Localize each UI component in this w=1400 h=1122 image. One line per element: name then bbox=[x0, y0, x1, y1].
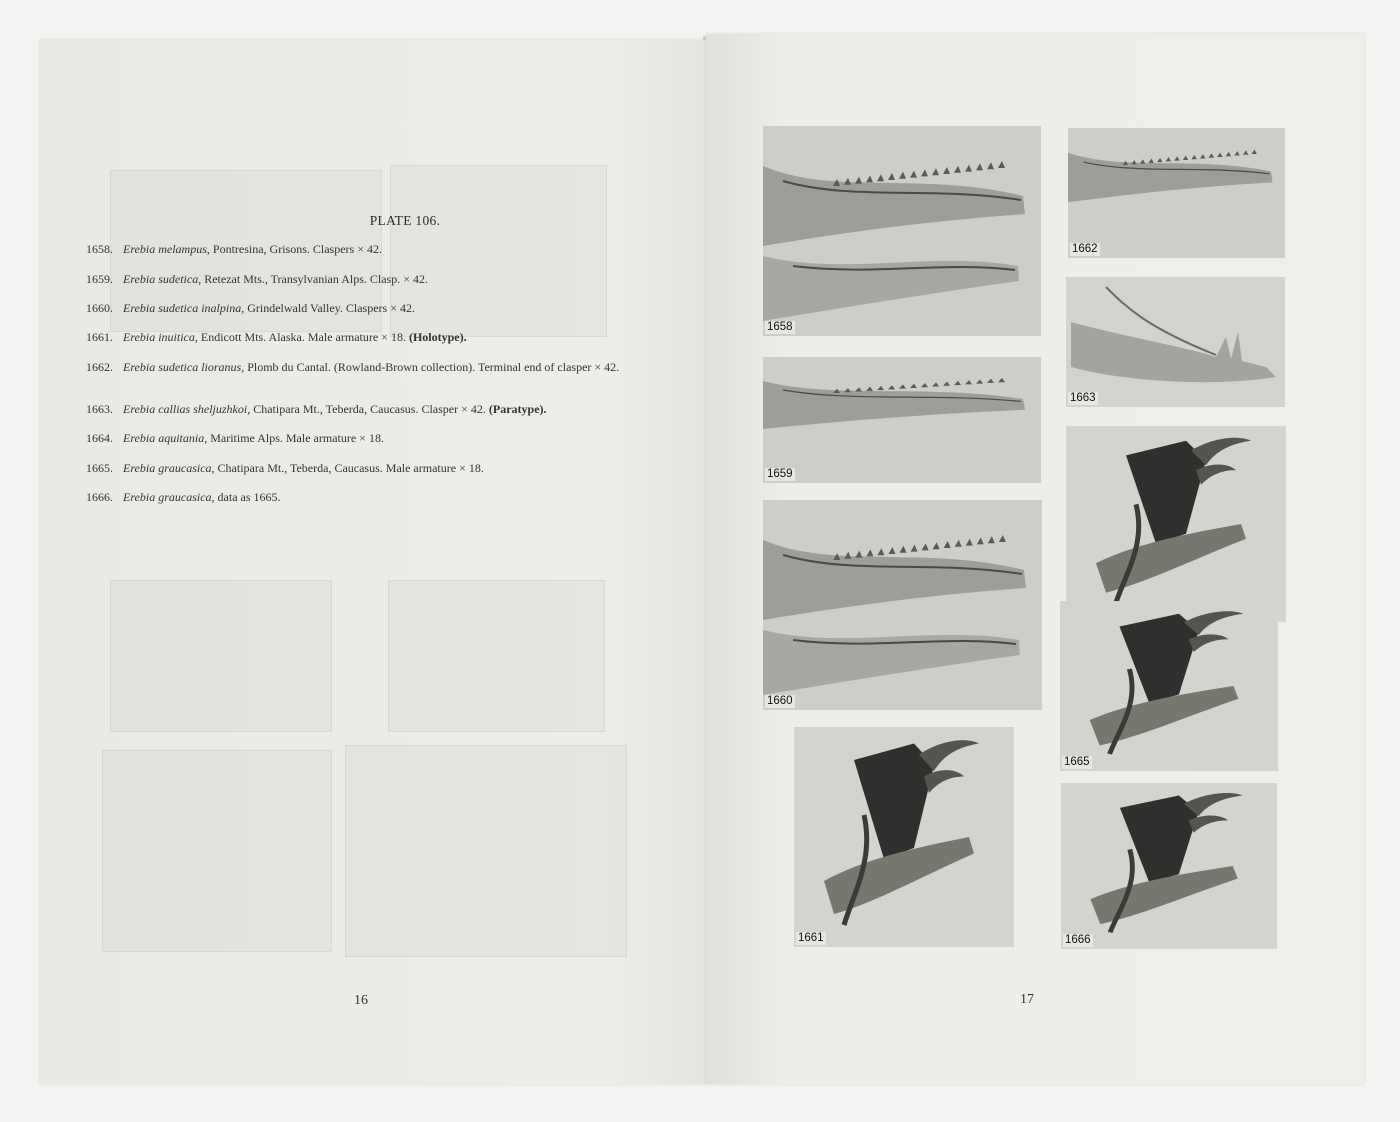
species-name: Erebia sudetica lioranus bbox=[123, 360, 242, 374]
specimen-photo bbox=[763, 500, 1042, 710]
plate-entry bbox=[86, 360, 642, 375]
entry-number: 1661. bbox=[86, 330, 113, 344]
specimen-photo bbox=[763, 357, 1041, 483]
plate-entry bbox=[86, 301, 642, 316]
entry-text bbox=[123, 431, 642, 446]
entry-details: , Plomb du Cantal. (Rowland-Brown collection). Terminal end of clasper × 42. bbox=[241, 360, 620, 374]
left-page bbox=[40, 40, 706, 1084]
specimen-photo bbox=[1068, 128, 1285, 258]
species-name: Erebia sudetica bbox=[123, 272, 199, 286]
species-name: Erebia callias sheljuzhkoi bbox=[123, 402, 248, 416]
figure-label: 1663 bbox=[1070, 392, 1096, 404]
show-through-ghost bbox=[102, 750, 332, 952]
entry-text bbox=[123, 402, 642, 417]
entry-details: , Grindelwald Valley. Claspers × 42. bbox=[241, 301, 415, 315]
entry-number: 1660. bbox=[86, 301, 113, 315]
plate-entry bbox=[86, 461, 642, 476]
figure-label: 1662 bbox=[1072, 243, 1098, 255]
page-number-right: 17 bbox=[1020, 992, 1034, 1007]
type-status: (Paratype). bbox=[488, 402, 547, 416]
entry-details: , Chatipara Mt., Teberda, Caucasus. Male armature × 18. bbox=[211, 461, 484, 475]
specimen-photo bbox=[1066, 426, 1286, 622]
entry-text bbox=[123, 360, 642, 375]
figure-label: 1660 bbox=[767, 695, 793, 707]
specimen-photo bbox=[1060, 601, 1278, 771]
specimen-photo bbox=[1061, 783, 1277, 949]
page-number-left: 16 bbox=[354, 993, 368, 1008]
plate-entry bbox=[86, 330, 642, 345]
specimen-photo bbox=[1066, 277, 1285, 407]
show-through-ghost bbox=[110, 580, 332, 732]
specimen-photo bbox=[794, 727, 1014, 947]
specimen-photo bbox=[763, 126, 1041, 336]
right-page bbox=[706, 34, 1364, 1084]
species-name: Erebia sudetica inalpina bbox=[123, 301, 242, 315]
species-name: Erebia melampus bbox=[123, 242, 207, 256]
entry-details: , Chatipara Mt., Teberda, Caucasus. Clasper × 42. bbox=[247, 402, 489, 416]
show-through-ghost bbox=[345, 745, 627, 957]
entry-number: 1662. bbox=[86, 360, 113, 374]
entry-text bbox=[123, 301, 642, 316]
plate-entry bbox=[86, 242, 642, 257]
entry-details: , Pontresina, Grisons. Claspers × 42. bbox=[206, 242, 382, 256]
type-status: (Holotype). bbox=[408, 330, 467, 344]
entry-text bbox=[123, 490, 642, 505]
entry-text bbox=[123, 461, 642, 476]
plate-entry bbox=[86, 490, 642, 505]
entry-details: , data as 1665. bbox=[211, 490, 281, 504]
entry-details: , Endicott Mts. Alaska. Male armature × 18. bbox=[194, 330, 409, 344]
entry-number: 1658. bbox=[86, 242, 113, 256]
figure-label: 1658 bbox=[767, 321, 793, 333]
plate-entry bbox=[86, 272, 642, 287]
figure-label: 1659 bbox=[767, 468, 793, 480]
show-through-ghost bbox=[388, 580, 605, 732]
species-name: Erebia inuitica bbox=[123, 330, 195, 344]
entry-details: , Maritime Alps. Male armature × 18. bbox=[204, 431, 384, 445]
figure-label: 1665 bbox=[1064, 756, 1090, 768]
entry-details: , Retezat Mts., Transylvanian Alps. Clasp. × 42. bbox=[198, 272, 428, 286]
species-name: Erebia aquitania bbox=[123, 431, 205, 445]
entry-number: 1664. bbox=[86, 431, 113, 445]
figure-label: 1666 bbox=[1065, 934, 1091, 946]
species-name: Erebia graucasica bbox=[123, 461, 212, 475]
entry-number: 1659. bbox=[86, 272, 113, 286]
entry-text bbox=[123, 272, 642, 287]
entry-number: 1663. bbox=[86, 402, 113, 416]
entry-number: 1666. bbox=[86, 490, 113, 504]
entry-text bbox=[123, 242, 642, 257]
plate-entry bbox=[86, 402, 642, 417]
figure-label: 1661 bbox=[798, 932, 824, 944]
entry-text bbox=[123, 330, 642, 345]
species-name: Erebia graucasica bbox=[123, 490, 212, 504]
entry-number: 1665. bbox=[86, 461, 113, 475]
plate-title: PLATE 106. bbox=[369, 213, 441, 228]
plate-entry bbox=[86, 431, 642, 446]
